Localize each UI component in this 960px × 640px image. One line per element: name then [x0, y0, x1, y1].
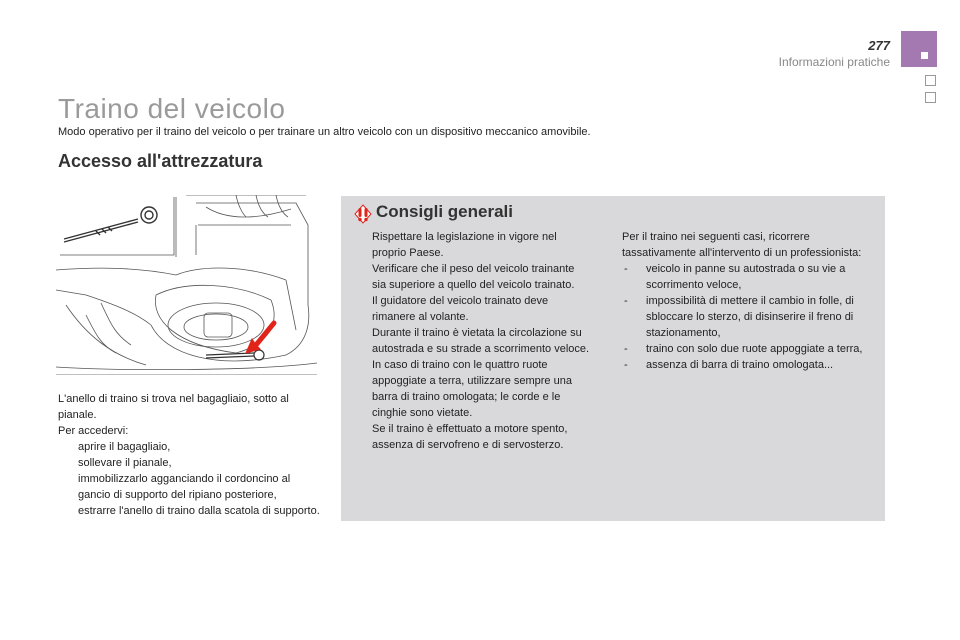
list-item: - traino con solo due ruote appoggiate a terra, — [624, 343, 863, 355]
advice-paragraph: Rispettare la legislazione in vigore nel proprio Paese. — [372, 231, 557, 259]
list-item: aprire il bagagliaio, — [78, 441, 171, 453]
steps-list — [58, 439, 323, 519]
list-item: - veicolo in panne su autostrada o su vie a scorrimento veloce, — [624, 263, 846, 291]
chapter-tab[interactable] — [925, 92, 936, 103]
cases-list — [622, 261, 874, 373]
advice-paragraph: Durante il traino è vietata la circolazione su autostrada e su strade a scorrimento veloce. — [372, 327, 590, 355]
access-instructions — [58, 391, 323, 519]
list-item: - assenza di barra di traino omologata... — [624, 359, 834, 371]
steps-intro: Per accedervi: — [58, 425, 129, 437]
advice-paragraph: Se il traino è effettuato a motore spento, assenza di servofreno e di servosterzo. — [372, 423, 568, 451]
cases-intro: Per il traino nei seguenti casi, ricorrere tassativamente all'intervento di un professionista: — [622, 231, 862, 259]
trunk-illustration — [56, 195, 317, 375]
advice-paragraph: Verificare che il peso del veicolo trainante sia superiore a quello del veicolo trainato. — [372, 263, 575, 291]
exclamation-warning-icon — [353, 204, 373, 224]
advice-paragraph: Il guidatore del veicolo trainato deve rimanere al volante. — [372, 295, 549, 323]
page-title: Traino del veicolo — [58, 93, 286, 124]
list-item: sollevare il pianale, — [78, 457, 172, 469]
chapter-tab[interactable] — [925, 75, 936, 86]
list-item: estrarre l'anello di traino dalla scatola di supporto. — [78, 505, 320, 517]
advice-rules — [372, 229, 590, 453]
list-item: immobilizzarlo agganciando il cordoncino al gancio di supporto del ripiano posteriore, — [78, 473, 291, 501]
red-pointer-arrow-icon — [246, 323, 274, 353]
section-heading-access: Accesso all'attrezzatura — [58, 151, 263, 171]
chapter-tab-marker — [921, 52, 928, 59]
page-number: 277 — [868, 38, 890, 53]
section-label: Informazioni pratiche — [778, 55, 890, 69]
professional-cases — [622, 229, 874, 373]
list-item: - impossibilità di mettere il cambio in folle, di sbloccare lo sterzo, di disinserire il freno di stazionamento, — [624, 295, 854, 339]
advice-title: Consigli generali — [376, 202, 513, 221]
access-paragraph: L'anello di traino si trova nel bagagliaio, sotto al pianale. — [58, 393, 289, 421]
general-advice-box — [341, 196, 885, 521]
advice-paragraph: In caso di traino con le quattro ruote appoggiate a terra, utilizzare sempre una barra di traino omologata; le corde e le cinghie sono vietate. — [372, 359, 572, 419]
chapter-tab-active[interactable] — [901, 31, 937, 67]
page-intro: Modo operativo per il traino del veicolo o per trainare un altro veicolo con un dispositivo meccanico amovibile. — [58, 126, 591, 138]
